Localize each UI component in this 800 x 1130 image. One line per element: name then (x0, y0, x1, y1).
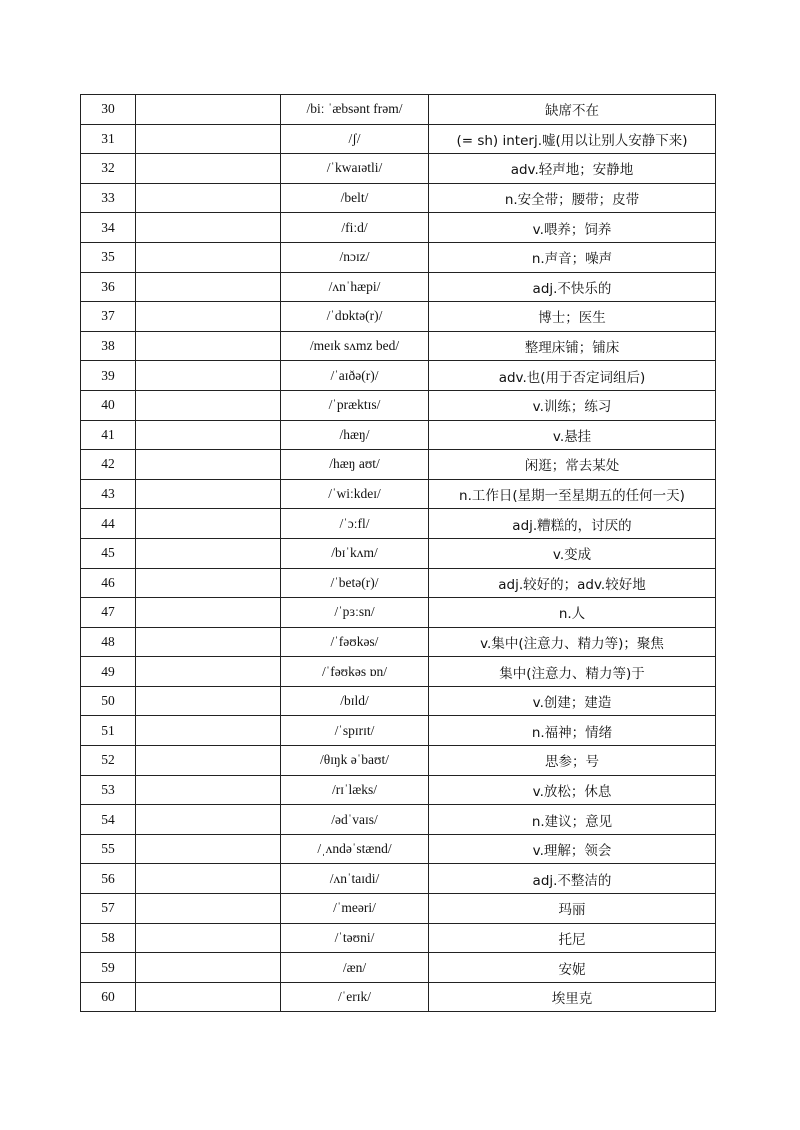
word-cell (136, 657, 281, 687)
table-row (81, 124, 716, 154)
meaning-cell: 集中(注意力、精力等)于 (429, 657, 716, 687)
phonetic-cell: /ʌnˈhæpi/ (281, 272, 429, 302)
table-row (81, 213, 716, 243)
word-cell (136, 953, 281, 983)
row-number-cell: 34 (81, 213, 136, 243)
table-row (81, 775, 716, 805)
phonetic-cell: /ˈwiːkdeɪ/ (281, 479, 429, 509)
phonetic-cell: /θɪŋk əˈbaʊt/ (281, 746, 429, 776)
word-cell (136, 716, 281, 746)
table-row (81, 686, 716, 716)
row-number-cell: 60 (81, 982, 136, 1012)
phonetic-cell: /bɪˈkʌm/ (281, 538, 429, 568)
phonetic-cell: /hæŋ/ (281, 420, 429, 450)
word-cell (136, 331, 281, 361)
phonetic-cell: /nɔɪz/ (281, 242, 429, 272)
row-number-cell: 43 (81, 479, 136, 509)
row-number-cell: 33 (81, 183, 136, 213)
table-row (81, 953, 716, 983)
table-row (81, 746, 716, 776)
phonetic-cell: /ˈaɪðə(r)/ (281, 361, 429, 391)
meaning-cell: 整理床铺；铺床 (429, 331, 716, 361)
row-number-cell: 30 (81, 95, 136, 125)
phonetic-cell: /belt/ (281, 183, 429, 213)
table-row (81, 657, 716, 687)
row-number-cell: 42 (81, 450, 136, 480)
phonetic-cell: /biː ˈæbsənt frəm/ (281, 95, 429, 125)
word-cell (136, 923, 281, 953)
table-row (81, 894, 716, 924)
meaning-cell: adj.不整洁的 (429, 864, 716, 894)
table-row (81, 95, 716, 125)
row-number-cell: 51 (81, 716, 136, 746)
phonetic-cell: /fiːd/ (281, 213, 429, 243)
word-cell (136, 420, 281, 450)
row-number-cell: 37 (81, 302, 136, 332)
phonetic-cell: /ˈfəʊkəs ɒn/ (281, 657, 429, 687)
table-row (81, 450, 716, 480)
meaning-cell: n.福神；情绪 (429, 716, 716, 746)
meaning-cell: n.安全带；腰带；皮带 (429, 183, 716, 213)
phonetic-cell: /ˈbetə(r)/ (281, 568, 429, 598)
word-cell (136, 982, 281, 1012)
row-number-cell: 45 (81, 538, 136, 568)
word-cell (136, 538, 281, 568)
meaning-cell: 缺席不在 (429, 95, 716, 125)
phonetic-cell: /ˈɔːfl/ (281, 509, 429, 539)
row-number-cell: 46 (81, 568, 136, 598)
meaning-cell: adj.较好的；adv.较好地 (429, 568, 716, 598)
row-number-cell: 49 (81, 657, 136, 687)
phonetic-cell: /bɪld/ (281, 686, 429, 716)
meaning-cell: v.训练；练习 (429, 390, 716, 420)
word-cell (136, 124, 281, 154)
meaning-cell: adj.不快乐的 (429, 272, 716, 302)
meaning-cell: n.工作日(星期一至星期五的任何一天) (429, 479, 716, 509)
table-row (81, 568, 716, 598)
row-number-cell: 35 (81, 242, 136, 272)
meaning-cell: v.喂养；饲养 (429, 213, 716, 243)
word-cell (136, 272, 281, 302)
table-row (81, 479, 716, 509)
word-cell (136, 95, 281, 125)
phonetic-cell: /ˈfəʊkəs/ (281, 627, 429, 657)
table-row (81, 982, 716, 1012)
table-row (81, 272, 716, 302)
row-number-cell: 39 (81, 361, 136, 391)
table-row (81, 331, 716, 361)
meaning-cell: 托尼 (429, 923, 716, 953)
word-cell (136, 746, 281, 776)
word-cell (136, 213, 281, 243)
table-row (81, 154, 716, 184)
row-number-cell: 57 (81, 894, 136, 924)
table-row (81, 420, 716, 450)
table-row (81, 805, 716, 835)
meaning-cell: v.集中(注意力、精力等)；聚焦 (429, 627, 716, 657)
meaning-cell: 博士；医生 (429, 302, 716, 332)
table-row (81, 716, 716, 746)
phonetic-cell: /hæŋ aʊt/ (281, 450, 429, 480)
phonetic-cell: /ˈpræktɪs/ (281, 390, 429, 420)
phonetic-cell: /ˈerɪk/ (281, 982, 429, 1012)
meaning-cell: v.悬挂 (429, 420, 716, 450)
phonetic-cell: /ˈdɒktə(r)/ (281, 302, 429, 332)
phonetic-cell: /æn/ (281, 953, 429, 983)
table-row (81, 183, 716, 213)
table-row (81, 923, 716, 953)
row-number-cell: 53 (81, 775, 136, 805)
meaning-cell: 安妮 (429, 953, 716, 983)
meaning-cell: 埃里克 (429, 982, 716, 1012)
meaning-cell: n.声音；噪声 (429, 242, 716, 272)
meaning-cell: adv.轻声地；安静地 (429, 154, 716, 184)
row-number-cell: 52 (81, 746, 136, 776)
meaning-cell: v.创建；建造 (429, 686, 716, 716)
table-row (81, 390, 716, 420)
word-cell (136, 390, 281, 420)
vocabulary-table (80, 94, 716, 1012)
phonetic-cell: /ˈkwaɪətli/ (281, 154, 429, 184)
table-row (81, 361, 716, 391)
word-cell (136, 598, 281, 628)
word-cell (136, 450, 281, 480)
row-number-cell: 54 (81, 805, 136, 835)
phonetic-cell: /ˌʌndəˈstænd/ (281, 834, 429, 864)
meaning-cell: n.建议；意见 (429, 805, 716, 835)
word-cell (136, 627, 281, 657)
table-row (81, 627, 716, 657)
row-number-cell: 47 (81, 598, 136, 628)
phonetic-cell: /meɪk sʌmz bed/ (281, 331, 429, 361)
row-number-cell: 36 (81, 272, 136, 302)
table-row (81, 834, 716, 864)
meaning-cell: adj.糟糕的，讨厌的 (429, 509, 716, 539)
word-cell (136, 302, 281, 332)
word-cell (136, 568, 281, 598)
phonetic-cell: /ʃ/ (281, 124, 429, 154)
word-cell (136, 894, 281, 924)
row-number-cell: 41 (81, 420, 136, 450)
meaning-cell: 闲逛；常去某处 (429, 450, 716, 480)
table-row (81, 509, 716, 539)
table-row (81, 538, 716, 568)
meaning-cell: 玛丽 (429, 894, 716, 924)
row-number-cell: 32 (81, 154, 136, 184)
phonetic-cell: /ədˈvaɪs/ (281, 805, 429, 835)
word-cell (136, 242, 281, 272)
meaning-cell: adv.也(用于否定词组后) (429, 361, 716, 391)
phonetic-cell: /ʌnˈtaɪdi/ (281, 864, 429, 894)
table-row (81, 302, 716, 332)
row-number-cell: 31 (81, 124, 136, 154)
word-cell (136, 361, 281, 391)
row-number-cell: 56 (81, 864, 136, 894)
word-cell (136, 864, 281, 894)
word-cell (136, 775, 281, 805)
word-cell (136, 686, 281, 716)
table-row (81, 598, 716, 628)
phonetic-cell: /ˈmeəri/ (281, 894, 429, 924)
phonetic-cell: /rɪˈlæks/ (281, 775, 429, 805)
row-number-cell: 44 (81, 509, 136, 539)
row-number-cell: 40 (81, 390, 136, 420)
table-row (81, 242, 716, 272)
meaning-cell: (= sh) interj.嘘(用以让别人安静下来) (429, 124, 716, 154)
word-cell (136, 479, 281, 509)
table-row (81, 864, 716, 894)
row-number-cell: 48 (81, 627, 136, 657)
phonetic-cell: /ˈtəʊni/ (281, 923, 429, 953)
row-number-cell: 59 (81, 953, 136, 983)
word-cell (136, 805, 281, 835)
word-cell (136, 154, 281, 184)
meaning-cell: v.放松；休息 (429, 775, 716, 805)
word-cell (136, 834, 281, 864)
phonetic-cell: /ˈspɪrɪt/ (281, 716, 429, 746)
phonetic-cell: /ˈpɜːsn/ (281, 598, 429, 628)
row-number-cell: 58 (81, 923, 136, 953)
row-number-cell: 50 (81, 686, 136, 716)
word-cell (136, 509, 281, 539)
row-number-cell: 55 (81, 834, 136, 864)
vocabulary-table-body (81, 95, 716, 1012)
meaning-cell: n.人 (429, 598, 716, 628)
meaning-cell: v.变成 (429, 538, 716, 568)
row-number-cell: 38 (81, 331, 136, 361)
word-cell (136, 183, 281, 213)
meaning-cell: v.理解；领会 (429, 834, 716, 864)
meaning-cell: 思参；号 (429, 746, 716, 776)
